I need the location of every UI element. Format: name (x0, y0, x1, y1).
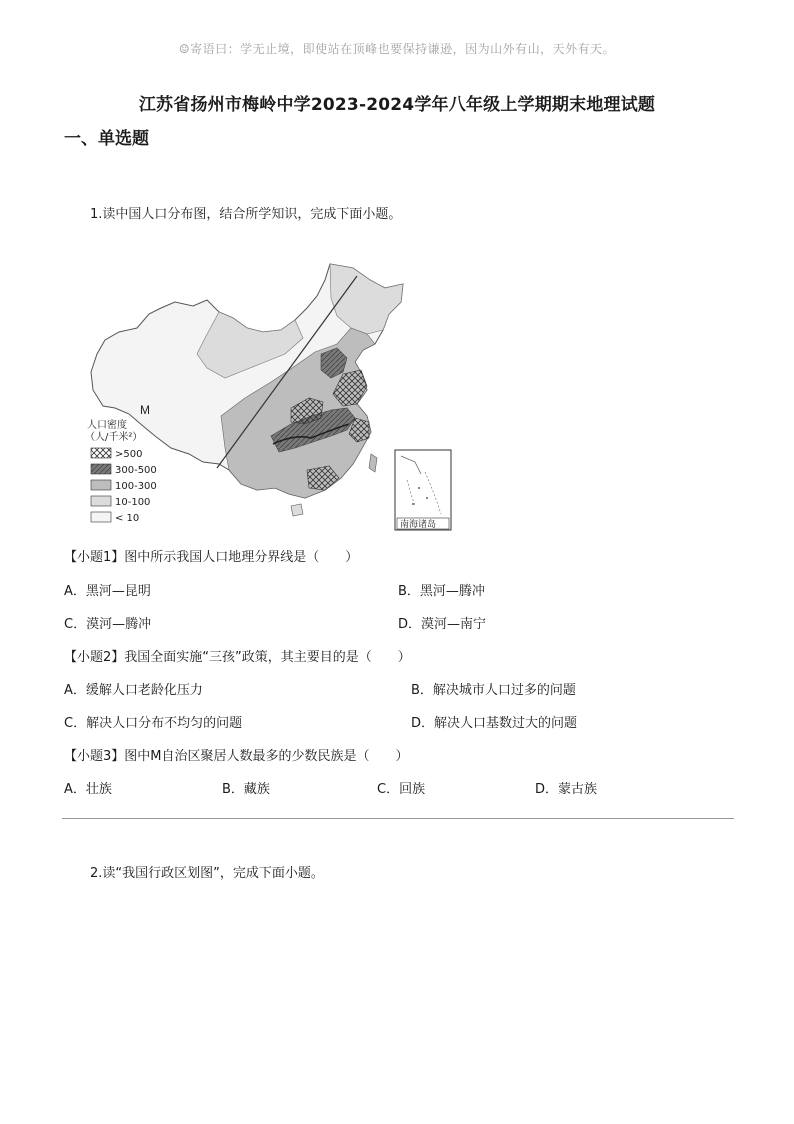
subquestion-1-option-d[interactable]: D．漠河—南宁 (398, 617, 487, 632)
subquestion-2-stem: 【小题2】我国全面实施“三孩”政策，其主要目的是（ ） (64, 650, 411, 665)
legend-swatch-300-500 (91, 464, 111, 474)
subquestion-2-option-a[interactable]: A．缓解人口老龄化压力 (64, 683, 203, 698)
question-1-intro: 1.读中国人口分布图，结合所学知识，完成下面小题。 (90, 207, 402, 222)
section-heading: 一、单选题 (64, 129, 149, 149)
legend-swatch-100-300 (91, 480, 111, 490)
legend-label-gt500: >500 (115, 449, 143, 460)
legend-label-lt10: < 10 (115, 513, 140, 524)
south-china-sea-inset (395, 450, 451, 530)
subquestion-1-option-a[interactable]: A．黑河—昆明 (64, 584, 151, 599)
map-legend (85, 418, 157, 524)
subquestion-2-option-c[interactable]: C．解决人口分布不均匀的问题 (64, 716, 243, 731)
legend-label-10-100: 10-100 (115, 497, 151, 508)
legend-unit: （人/千米²） (85, 432, 143, 443)
legend-swatch-gt500 (91, 448, 111, 458)
legend-title: 人口密度 (87, 420, 127, 431)
legend-label-100-300: 100-300 (115, 481, 157, 492)
subquestion-2-option-b[interactable]: B．解决城市人口过多的问题 (411, 683, 576, 698)
subquestion-2-option-d[interactable]: D．解决人口基数过大的问题 (411, 716, 578, 731)
subquestion-3-stem: 【小题3】图中M自治区聚居人数最多的少数民族是（ ） (64, 749, 409, 764)
taiwan-island (369, 454, 377, 472)
smile-icon: ☺ (178, 42, 191, 56)
population-map (85, 258, 465, 534)
legend-label-300-500: 300-500 (115, 465, 157, 476)
question-2-intro: 2.读“我国行政区划图”，完成下面小题。 (90, 866, 324, 881)
subquestion-3-option-d[interactable]: D．蒙古族 (535, 782, 598, 797)
page-title: 江苏省扬州市梅岭中学2023-2024学年八年级上学期期末地理试题 (138, 95, 656, 115)
subquestion-3-option-a[interactable]: A．壮族 (64, 782, 112, 797)
question-divider (62, 818, 734, 819)
subquestion-1-option-b[interactable]: B．黑河—腾冲 (398, 584, 485, 599)
region-label-m: M (140, 403, 150, 417)
subquestion-1-option-c[interactable]: C．漠河—腾冲 (64, 617, 152, 632)
header-motto: ☺寄语曰：学无止境，即使站在顶峰也要保持谦逊，因为山外有山，天外有天。 (178, 42, 616, 56)
subquestion-3-option-c[interactable]: C．回族 (377, 782, 426, 797)
legend-swatch-lt10 (91, 512, 111, 522)
hainan-island (291, 504, 303, 516)
inset-label: 南海诸岛 (400, 520, 437, 530)
subquestion-3-option-b[interactable]: B．藏族 (222, 782, 270, 797)
legend-swatch-10-100 (91, 496, 111, 506)
subquestion-1-stem: 【小题1】图中所示我国人口地理分界线是（ ） (64, 550, 359, 565)
